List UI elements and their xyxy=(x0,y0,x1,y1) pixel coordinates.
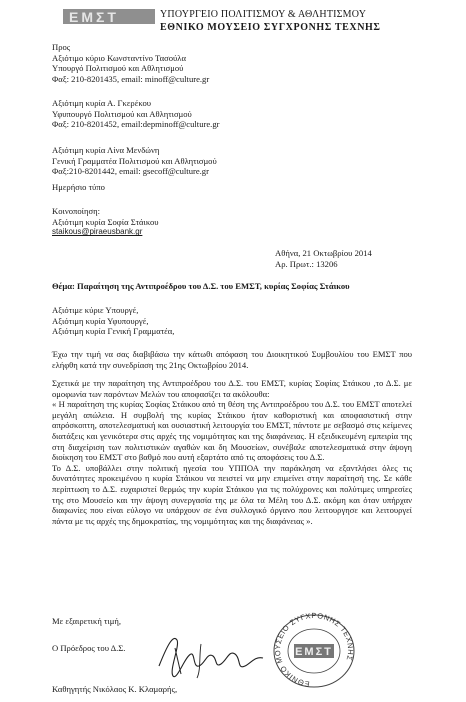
intro-text: Έχω την τιμή να σας διαβιβάσω την κάτωθι απόφαση του Διοικητικού Συμβουλίου του ΕΜΣΤ που ελήφθη κατά την συνεδρίαση της 21ης Οκτωβρίου 2014. xyxy=(52,349,412,370)
cc-label: Κοινοποίηση: xyxy=(52,206,100,216)
recipient-1-name: Αξιότιμο κύριο Κωνσταντίνο Τασούλα xyxy=(52,52,186,63)
intro-paragraph xyxy=(52,349,412,370)
recipient-2-name: Αξιότιμη κυρία Α. Γκερέκου xyxy=(52,98,152,108)
recipient-3 xyxy=(52,145,217,177)
logo-text: ΕΜΣΤ xyxy=(69,9,119,25)
recipient-2-role: Υφυπουργό Πολιτισμού και Αθλητισμού xyxy=(52,108,192,119)
recipients-block xyxy=(52,42,209,84)
recipient-1-contact: Φαξ: 210-8201435, email: minoff@culture.gr xyxy=(52,73,210,84)
stamp-ring-text: ΕΘΝΙΚΟ ΜΟΥΣΕΙΟ ΣΥΓΧΡΟΝΗΣ ΤΕΧΝΗΣ xyxy=(272,612,356,689)
salutation-deputy: Αξιότιμη κυρία Υφυπουργέ, xyxy=(52,315,149,326)
recipient-3-contact: Φαξ:210-8201442, email: gsecoff@culture.gr xyxy=(52,166,209,177)
protocol-number: Αρ. Πρωτ.: 13206 xyxy=(275,259,338,269)
body-text xyxy=(52,378,412,526)
salutation-secretary: Αξιότιμη κυρία Γενική Γραμματέα, xyxy=(52,326,175,337)
signer-name: Καθηγητής Νικόλαος Κ. Κλαμαρής, xyxy=(52,684,178,694)
recipient-1-role: Υπουργό Πολιτισμού και Αθλητισμού xyxy=(52,63,184,74)
recipient-3-name: Αξιότιμη κυρία Λίνα Μενδώνη xyxy=(52,145,160,155)
ministry-name: ΥΠΟΥΡΓΕΙΟ ΠΟΛΙΤΙΣΜΟΥ & ΑΘΛΗΤΙΣΜΟΥ xyxy=(160,9,367,20)
decision-request: Το Δ.Σ. υποβάλλει στην πολιτική ηγεσία του ΥΠΠΟΑ την παράκληση να εξαντλήσει όλες τις δυνατότητες προκειμένου η κυρία Στάικου να πειστεί να μην επιμείνει στην παραίτησή της. Σε κάθε περίπτωση το Δ.Σ. ευχαριστεί θερμώς την κυρία Στάικου για τις πολύχρονες και πολύτιμες υπηρεσίες της στο Μουσείο και την άψογη συνεργασία της με όλα τα Μέλη του Δ.Σ. ακόμη και όταν υπήρχαν διαφωνίες που είναι εύλογο να υπάρχουν σε ένα συλλογικό όργανο που λειτουργησε και λειτουργεί πάντα με τις αρχές της δημοκρατίας, της νομιμότητας και της διαφάνειας ». xyxy=(52,462,412,526)
recipient-2-contact: Φαξ: 210-8201452, email:depminoff@culture.gr xyxy=(52,119,220,130)
cc-name: Αξιότιμη κυρία Σοφία Στάικου xyxy=(52,216,159,227)
salutations xyxy=(52,305,174,337)
salutation-minister: Αξιότιμε κύριε Υπουργέ, xyxy=(52,305,139,315)
cc-email-link[interactable]: staikous@piraeusbank.gr xyxy=(52,227,143,237)
date: Αθήνα, 21 Οκτωβρίου 2014 xyxy=(275,248,372,258)
museum-stamp xyxy=(268,612,360,690)
decision-intro: Σχετικά με την παραίτηση της Αντιπροέδρου του Δ.Σ. του ΕΜΣΤ, κυρίας Σοφίας Στάικου ,το Δ.Σ. με ομοφωνία των παρόντων Μελών του αποφασίζει τα ακόλουθα: xyxy=(52,378,412,399)
cc-block xyxy=(52,206,159,238)
museum-logo xyxy=(63,9,155,24)
signer-title: Ο Πρόεδρος του Δ.Σ. xyxy=(52,643,126,653)
subject-line: Θέμα: Παραίτηση της Αντιπροέδρου του Δ.Σ. του ΕΜΣΤ, κυρίας Σοφίας Στάικου xyxy=(52,281,350,291)
decision-quote: « Η παραίτηση της κυρίας Σοφίας Στάικου από τη θέση της Αντιπροέδρου του Δ.Σ. του ΕΜΣΤ αποτελεί μεγάλη απώλεια. Η συμβολή της κυρίας Στάικου ήταν καθοριστική και αποφασιστική στην απρόσκοπτη, αποτελεσματική και ουσιαστική λειτουργία του ΕΜΣΤ, πάντοτε με σεβασμό στις κείμενες διατάξεις και γενικότερα στις αρχές της νομιμότητας και της διαφάνειας. Η εξειδικευμένη εμπειρία της στη διαχείριση των πολιτιστικών αγαθών και δη Μουσείων, συνέβαλε αποτελεσματικά στην άψογη διοίκηση του ΕΜΣΤ στο βαθμό που αυτή εξαρτάτο από τις αποφάσεις του Δ.Σ. xyxy=(52,399,412,463)
recipient-2 xyxy=(52,98,219,130)
museum-name: ΕΘΝΙΚΟ ΜΟΥΣΕΙΟ ΣΥΓΧΡΟΝΗΣ ΤΕΧΝΗΣ xyxy=(160,22,381,33)
to-label: Προς xyxy=(52,42,71,52)
recipient-3-role: Γενική Γραμματέα Πολιτισμού και Αθλητισμού xyxy=(52,155,217,166)
handwritten-signature xyxy=(155,626,275,686)
press-line: Ημερήσιο τύπο xyxy=(52,182,105,192)
closing: Με εξαιρετική τιμή, xyxy=(52,616,121,626)
stamp-center-text: ΕΜΣΤ xyxy=(295,646,333,658)
